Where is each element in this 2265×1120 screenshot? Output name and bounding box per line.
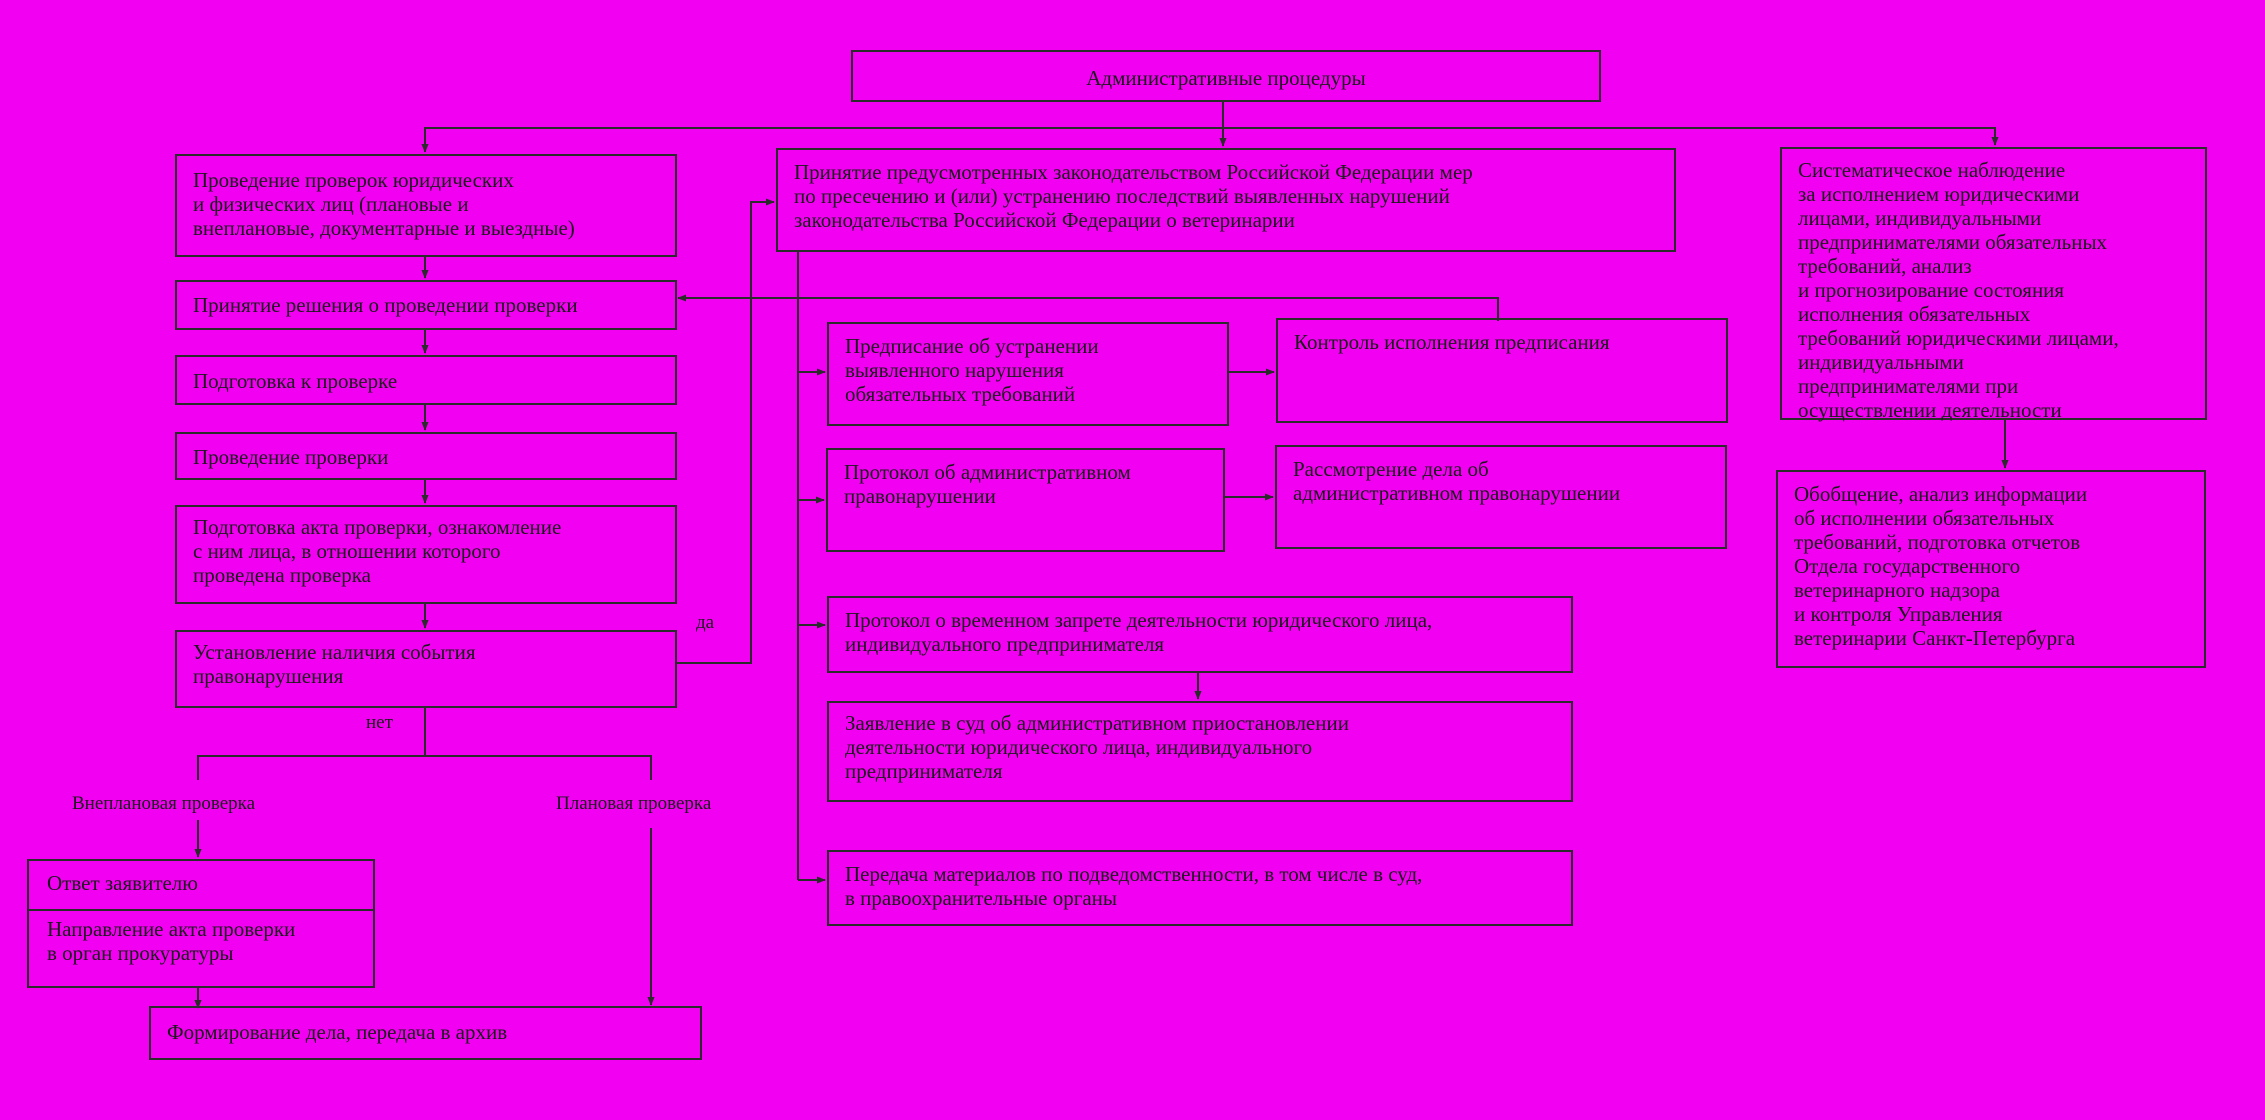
- reply-divider: [29, 909, 373, 911]
- edge-title-to-inspections: [425, 100, 1223, 152]
- send-act-text: Направление акта проверки в орган прокуратуры: [47, 917, 296, 965]
- edge-title-to-monitoring: [1223, 128, 1995, 145]
- label-planned: Плановая проверка: [556, 793, 712, 814]
- preparation-box: Подготовка к проверке: [175, 355, 677, 405]
- monitoring-box: Систематическое наблюдение за исполнением юридическими лицами, индивидуальными предпринимателями обязательных требований, анализ и прогнозирование состояния исполнения обязательных требований юридическими лицами, индивидуальными предпринимателями при осуществлении деятельности: [1780, 147, 2207, 420]
- measures-box: Принятие предусмотренных законодательством Российской Федерации мер по пресечению и (или) устранению последствий выявленных нарушений законодательства Российской Федерации о ветеринарии: [776, 148, 1676, 252]
- case-review-box: Рассмотрение дела об административном правонарушении: [1275, 445, 1727, 549]
- decision-box: Принятие решения о проведении проверки: [175, 280, 677, 330]
- label-no: нет: [366, 712, 393, 733]
- edge-offense-no-split: [198, 707, 651, 780]
- label-unplanned: Внеплановая проверка: [72, 793, 256, 814]
- order-box: Предписание об устранении выявленного нарушения обязательных требований: [827, 322, 1229, 426]
- act-box: Подготовка акта проверки, ознакомление с ним лица, в отношении которого проведена проверка: [175, 505, 677, 604]
- inspections-box: Проведение проверок юридических и физических лиц (плановые и внеплановые, документарные и выездные): [175, 154, 677, 257]
- archive-box: Формирование дела, передача в архив: [149, 1006, 702, 1060]
- edge-offense-yes-to-measures: [676, 202, 774, 663]
- conduct-box: Проведение проверки: [175, 432, 677, 480]
- title-box: Административные процедуры: [851, 50, 1601, 102]
- ban-protocol-box: Протокол о временном запрете деятельности юридического лица, индивидуального предпринимателя: [827, 596, 1573, 673]
- protocol-box: Протокол об административном правонарушении: [826, 448, 1225, 552]
- court-claim-box: Заявление в суд об административном приостановлении деятельности юридического лица, индивидуального предпринимателя: [827, 701, 1573, 802]
- order-control-box: Контроль исполнения предписания: [1276, 318, 1728, 423]
- reply-text: Ответ заявителю: [47, 871, 198, 895]
- label-yes: да: [696, 612, 715, 633]
- transfer-box: Передача материалов по подведомственности, в том числе в суд, в правоохранительные органы: [827, 850, 1573, 926]
- summary-box: Обобщение, анализ информации об исполнении обязательных требований, подготовка отчетов Отдела государственного ветеринарного надзора и контроля Управления ветеринарии Санкт-Петербурга: [1776, 470, 2206, 668]
- reply-box: [27, 859, 375, 988]
- offense-box: Установление наличия события правонарушения: [175, 630, 677, 708]
